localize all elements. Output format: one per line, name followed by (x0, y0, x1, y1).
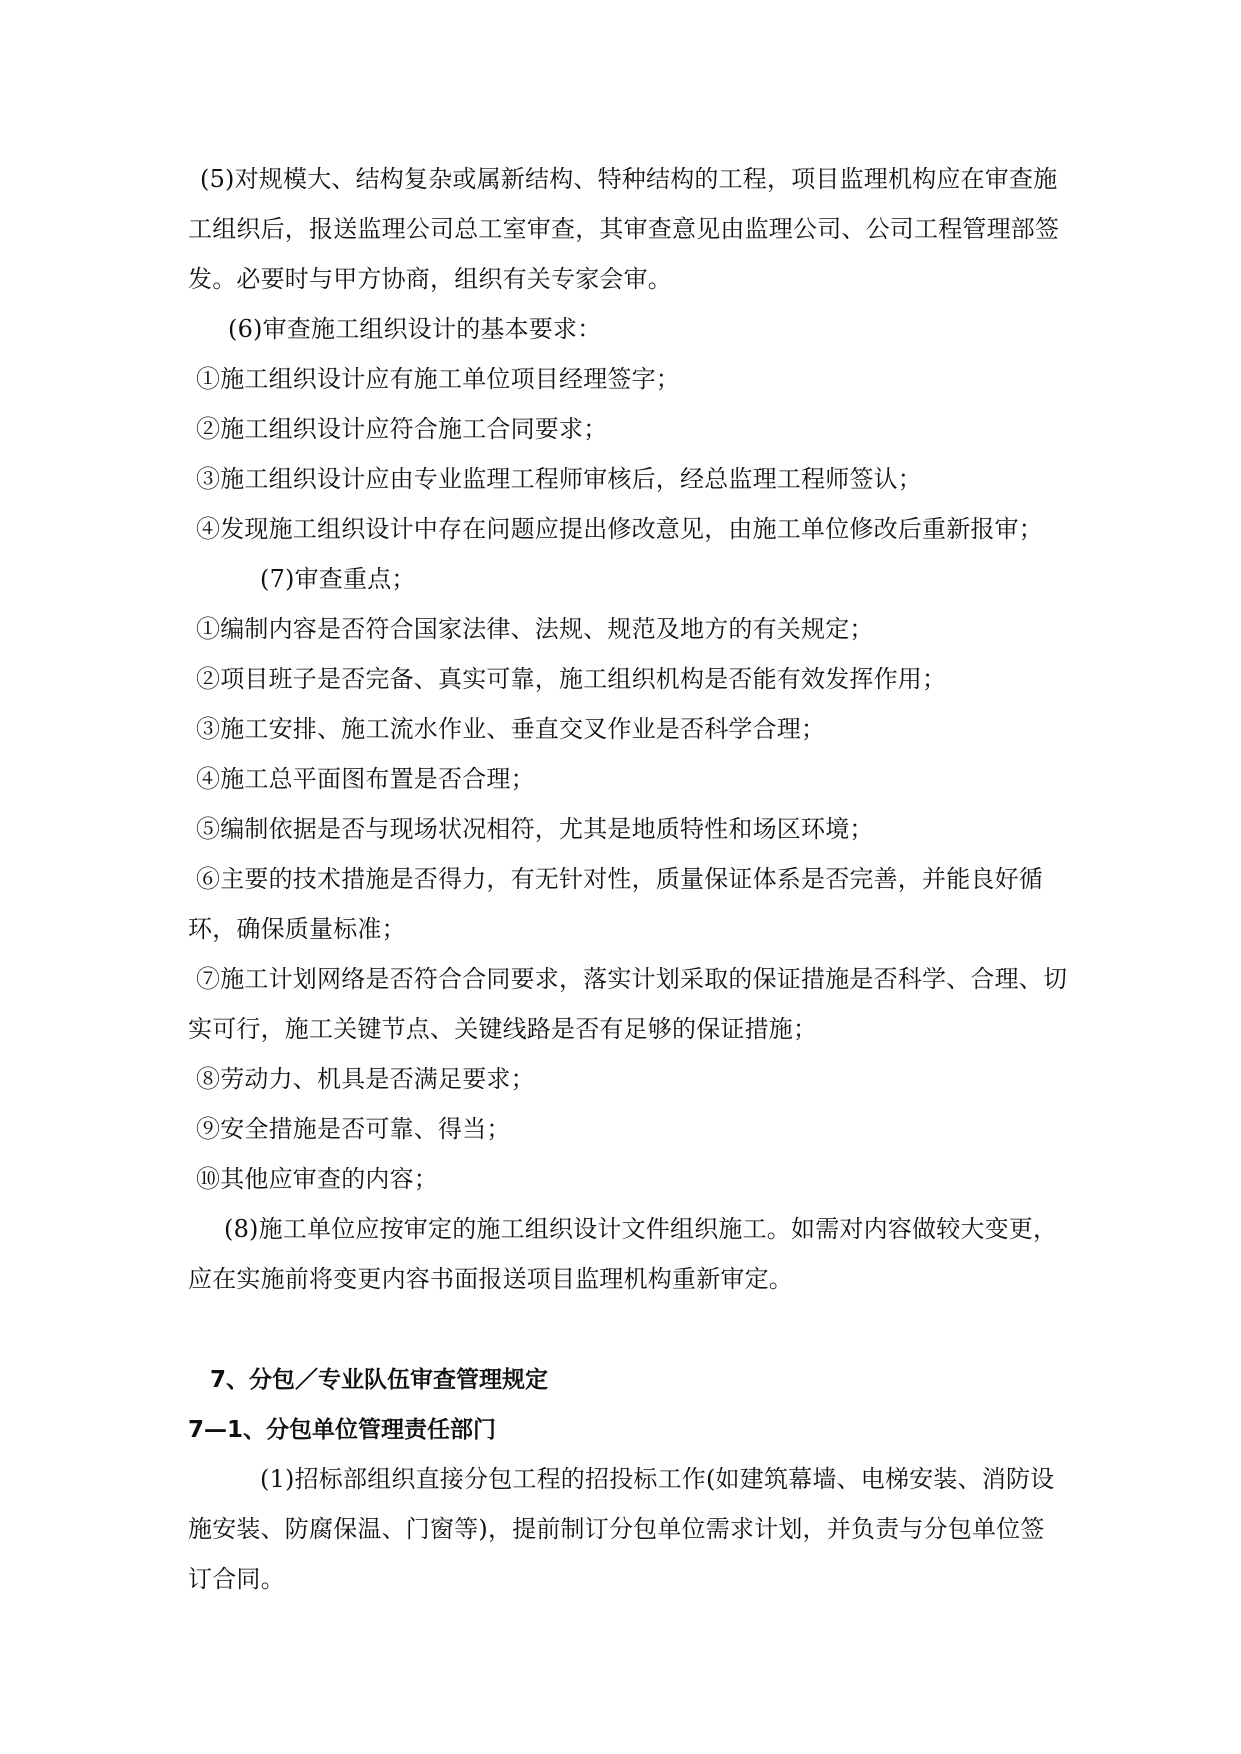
review-point-4: ④施工总平面图布置是否合理； (196, 765, 535, 793)
subsection-heading: 7—1、分包单位管理责任部门 (188, 1417, 497, 1443)
requirement-item-2: ②施工组织设计应符合施工合同要求； (196, 415, 608, 443)
review-point-1: ①编制内容是否符合国家法律、法规、规范及地方的有关规定； (196, 615, 874, 643)
review-point-2: ②项目班子是否完备、真实可靠，施工组织机构是否能有效发挥作用； (196, 665, 947, 693)
paragraph-5: (5)对规模大、结构复杂或属新结构、特种结构的工程，项目监理机构应在审查施工组织后，报送监理公司总工室审查，其审查意见由监理公司、公司工程管理部签发。必要时与甲方协商，组织有关专家会审。 (188, 165, 1060, 293)
section-heading: 7、分包／专业队伍审查管理规定 (210, 1367, 549, 1393)
paragraph-6-title: (6)审查施工组织设计的基本要求： (228, 315, 602, 343)
document-body (188, 154, 1068, 1604)
review-point-8: ⑧劳动力、机具是否满足要求； (196, 1065, 535, 1093)
review-point-9: ⑨安全措施是否可靠、得当； (196, 1115, 511, 1143)
review-point-5: ⑤编制依据是否与现场状况相符，尤其是地质特性和场区环境； (196, 815, 874, 843)
review-point-3: ③施工安排、施工流水作业、垂直交叉作业是否科学合理； (196, 715, 826, 743)
section-spacer (188, 1304, 1068, 1356)
review-point-10: ⑩其他应审查的内容； (196, 1165, 438, 1193)
review-point-7: ⑦施工计划网络是否符合合同要求，落实计划采取的保证措施是否科学、合理、切实可行，施工关键节点、关键线路是否有足够的保证措施； (188, 965, 1068, 1043)
requirement-item-1: ①施工组织设计应有施工单位项目经理签字； (196, 365, 680, 393)
paragraph-8: (8)施工单位应按审定的施工组织设计文件组织施工。如需对内容做较大变更，应在实施前将变更内容书面报送项目监理机构重新审定。 (188, 1215, 1058, 1293)
requirement-item-3: ③施工组织设计应由专业监理工程师审核后，经总监理工程师签认； (196, 465, 922, 493)
requirement-item-4: ④发现施工组织设计中存在问题应提出修改意见，由施工单位修改后重新报审； (196, 515, 1043, 543)
final-paragraph: (1)招标部组织直接分包工程的招投标工作(如建筑幕墙、电梯安装、消防设施安装、防腐保温、门窗等)，提前制订分包单位需求计划，并负责与分包单位签订合同。 (188, 1465, 1055, 1593)
review-point-6: ⑥主要的技术措施是否得力，有无针对性，质量保证体系是否完善，并能良好循环，确保质量标准； (188, 865, 1043, 943)
paragraph-7-title: (7)审查重点； (260, 565, 416, 593)
